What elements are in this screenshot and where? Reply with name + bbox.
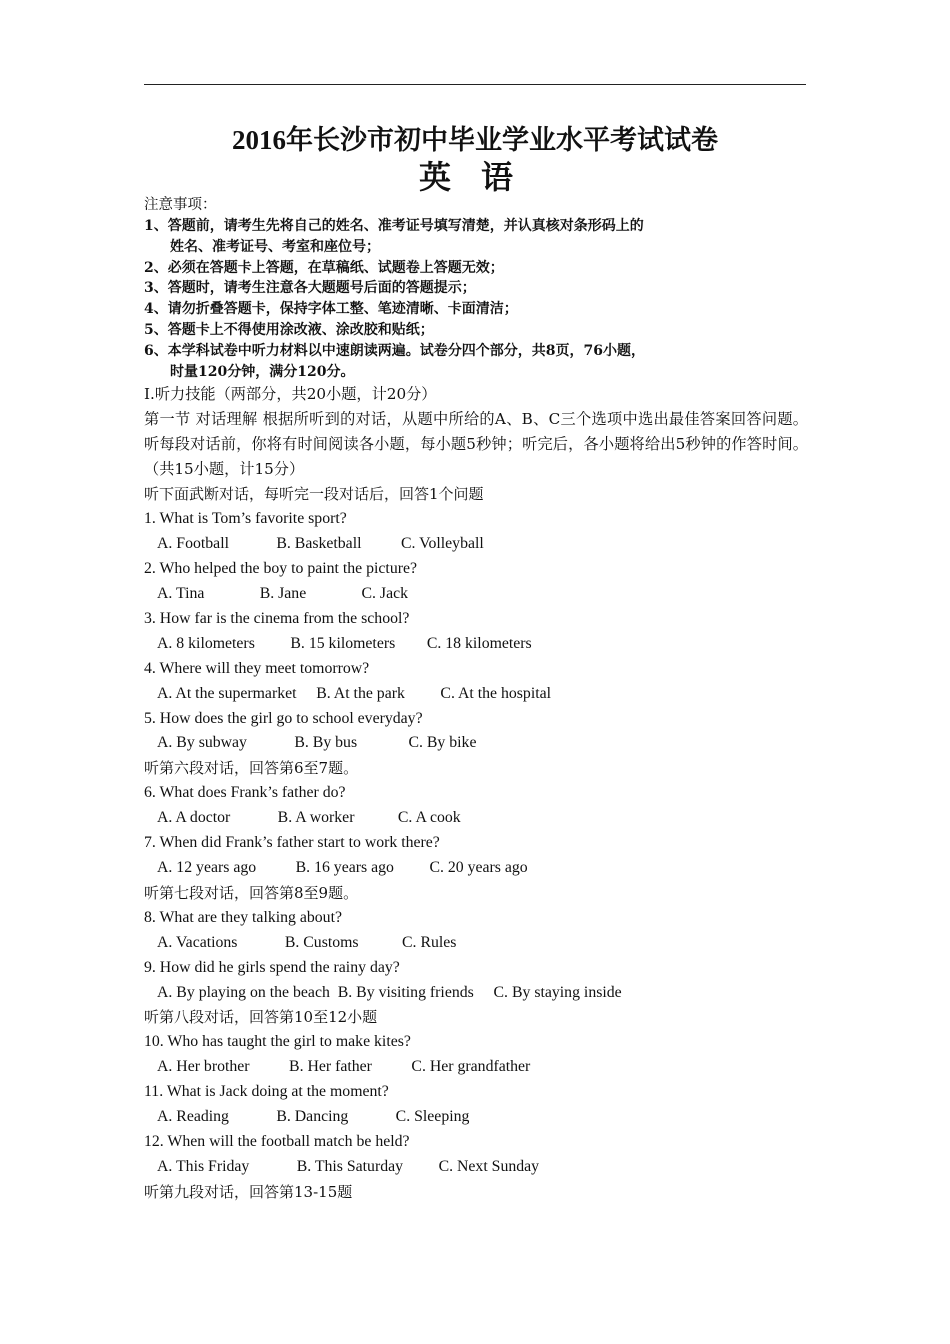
question-10: 10. Who has taught the girl to make kites? bbox=[144, 1033, 411, 1051]
question-2-options: A. Tina B. Jane C. Jack bbox=[157, 585, 408, 602]
question-1: 1. What is Tom’s favorite sport? bbox=[144, 510, 347, 528]
notice-item: 1、答题前，请考生先将自己的姓名、准考证号填写清楚，并认真核对条形码上的 bbox=[144, 218, 644, 234]
question-11-options: A. Reading B. Dancing C. Sleeping bbox=[157, 1108, 470, 1126]
question-6: 6. What does Frank’s father do? bbox=[144, 784, 346, 802]
notice-item: 时量120分钟，满分120分。 bbox=[170, 363, 355, 380]
question-4: 4. Where will they meet tomorrow? bbox=[144, 659, 370, 677]
exam-subject: 英语 bbox=[418, 158, 543, 196]
notice-list bbox=[144, 216, 808, 382]
question-7: 7. When did Frank’s father start to work there? bbox=[144, 834, 440, 852]
question-12: 12. When will the football match be held? bbox=[144, 1132, 410, 1150]
header-rule bbox=[144, 84, 806, 85]
question-6-options: A. A doctor B. A worker C. A cook bbox=[157, 809, 461, 827]
exam-content bbox=[144, 195, 808, 1205]
question-1-options: A. Football B. Basketball C. Volleyball bbox=[157, 535, 484, 553]
exam-title: 2016年长沙市初中毕业学业水平考试试卷 bbox=[232, 125, 718, 155]
notice-item: 5、答题卡上不得使用涂改液、涂改胶和贴纸； bbox=[144, 321, 434, 338]
instruction-dialogue-9: 听第九段对话，回答第13-15题 bbox=[144, 1182, 353, 1201]
notice-item: 6、本学科试卷中听力材料以中速朗读两遍。试卷分四个部分，共8页，76小题， bbox=[144, 342, 645, 359]
question-10-options: A. Her brother B. Her father C. Her grandfather bbox=[157, 1058, 531, 1076]
question-8: 8. What are they talking about? bbox=[144, 908, 342, 926]
question-11: 11. What is Jack doing at the moment? bbox=[144, 1083, 389, 1101]
notice-item: 2、必须在答题卡上答题，在草稿纸、试题卷上答题无效； bbox=[144, 259, 504, 276]
question-12-options: A. This Friday B. This Saturday C. Next Sunday bbox=[157, 1157, 540, 1175]
instruction-dialogue-7: 听第七段对话，回答第8至9题。 bbox=[144, 883, 359, 902]
notice-heading: 注意事项： bbox=[144, 197, 217, 213]
question-9: 9. How did he girls spend the rainy day? bbox=[144, 958, 400, 976]
question-5-options: A. By subway B. By bus C. By bike bbox=[157, 734, 477, 752]
notice-item: 4、请勿折叠答题卡，保持字体工整、笔迹清晰、卡面清洁； bbox=[144, 301, 518, 318]
question-8-options: A. Vacations B. Customs C. Rules bbox=[157, 933, 457, 951]
notice-item: 3、答题时，请考生注意各大题题号后面的答题提示； bbox=[144, 280, 476, 297]
part1-intro: 第一节 对话理解 根据所听到的对话，从题中所给的A、B、C三个选项中选出最佳答案回答问题。听每段对话前，你将有时间阅读各小题，每小题5秒钟；听完后，各小题将给出5秒钟的作答时间。（共15小题，计15分） bbox=[144, 410, 808, 479]
question-3-options: A. 8 kilometers B. 15 kilometers C. 18 kilometers bbox=[157, 634, 532, 652]
notice-item: 姓名、准考证号、考室和座位号； bbox=[170, 238, 380, 255]
instruction-dialogue-8: 听第八段对话，回答第10至12小题 bbox=[144, 1008, 378, 1027]
question-5: 5. How does the girl go to school everyday? bbox=[144, 709, 423, 727]
question-9-options: A. By playing on the beach B. By visiting friends C. By staying inside bbox=[157, 983, 622, 1001]
question-2: 2. Who helped the boy to paint the picture? bbox=[144, 560, 418, 578]
section-title: Ⅰ.听力技能（两部分，共20小题，计20分） bbox=[144, 385, 437, 404]
instruction-dialogue-6: 听第六段对话，回答第6至7题。 bbox=[144, 759, 359, 778]
question-4-options: A. At the supermarket B. At the park C. At the hospital bbox=[157, 684, 551, 702]
question-3: 3. How far is the cinema from the school? bbox=[144, 609, 410, 627]
instruction-short-dialogues: 听下面武断对话，每听完一段对话后，回答1个问题 bbox=[144, 485, 484, 504]
question-7-options: A. 12 years ago B. 16 years ago C. 20 years ago bbox=[157, 858, 528, 876]
